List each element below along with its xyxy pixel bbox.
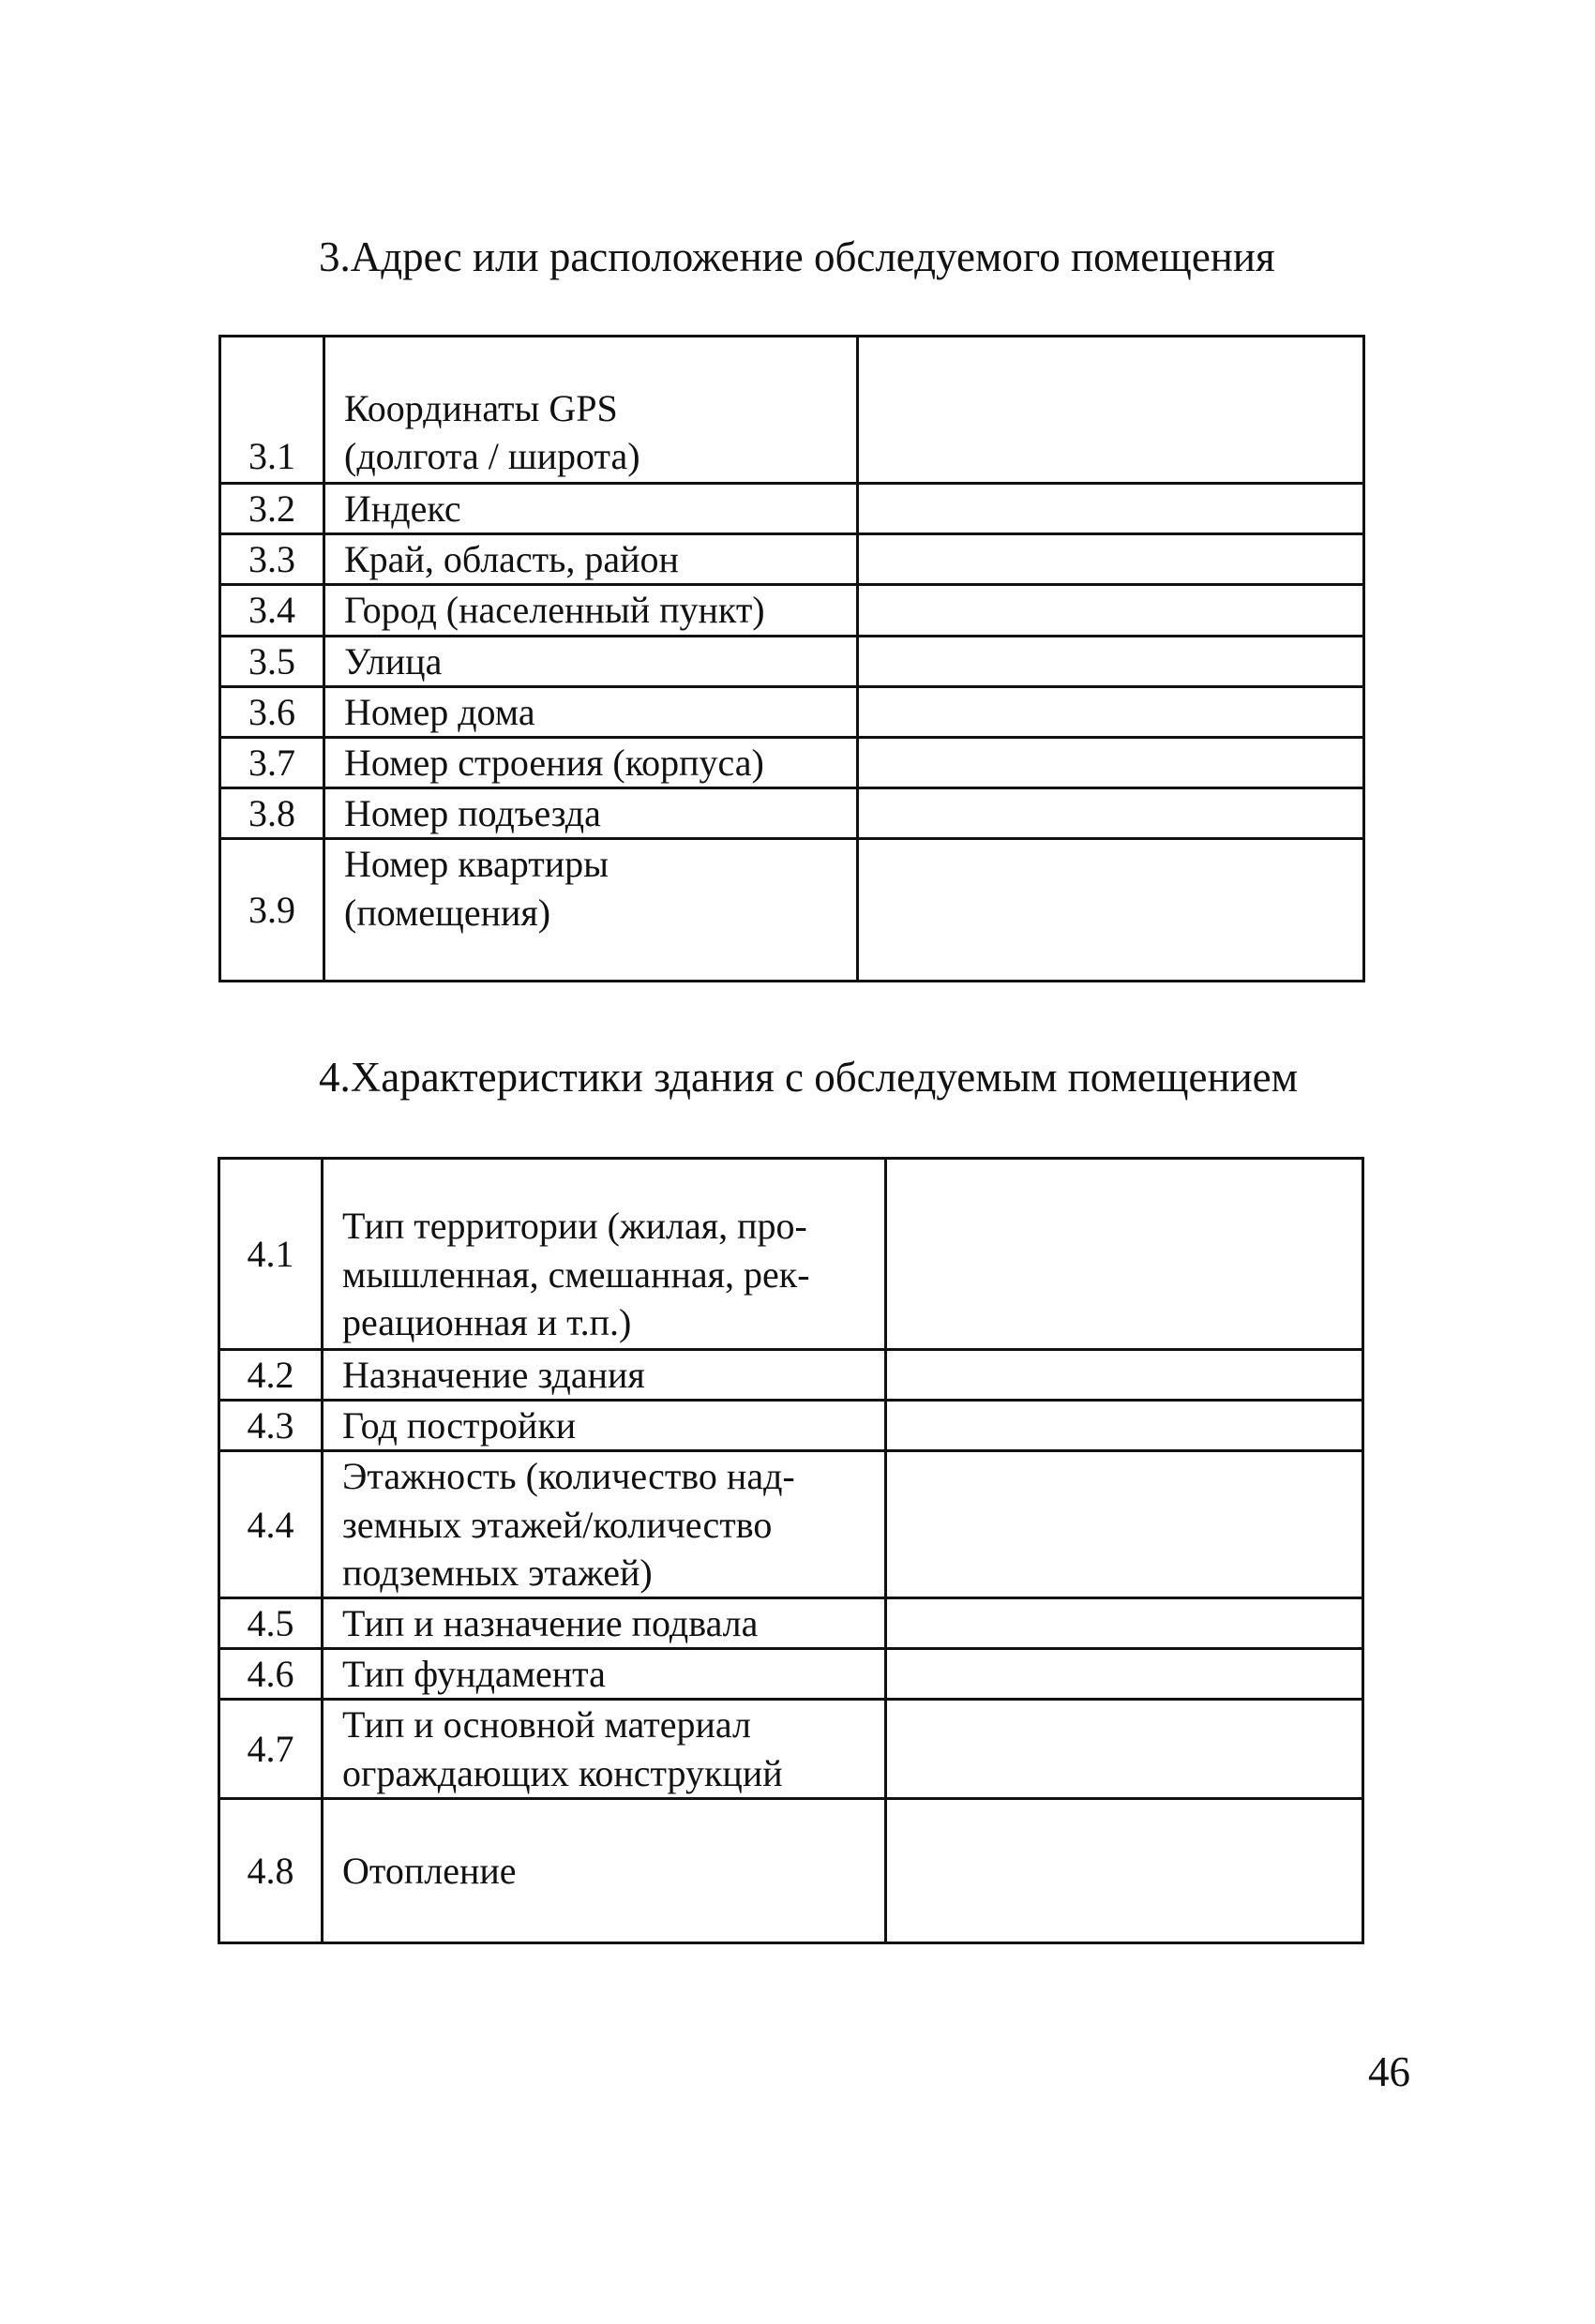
row-label-line: Год постройки — [342, 1404, 577, 1447]
value-cell-building-purpose[interactable] — [886, 1350, 1363, 1401]
row-label — [324, 636, 858, 686]
row-label — [324, 737, 858, 787]
table-row — [220, 686, 1364, 737]
value-cell-gps[interactable] — [858, 337, 1364, 484]
table-row — [220, 636, 1364, 686]
row-label-line: реационная и т.п.) — [342, 1300, 632, 1343]
value-cell-index[interactable] — [858, 484, 1364, 534]
table-row — [220, 839, 1364, 982]
row-label-line: ограждающих конструкций — [342, 1751, 783, 1794]
row-label — [324, 585, 858, 636]
value-cell-basement-type[interactable] — [886, 1597, 1363, 1648]
value-cell-floors[interactable] — [886, 1451, 1363, 1598]
table-row — [219, 1597, 1363, 1648]
row-label-line: (долгота / широта) — [344, 434, 640, 477]
row-number: 3.6 — [220, 686, 324, 737]
row-label-line: земных этажей/количество — [342, 1503, 773, 1546]
row-label-line: Этажность (количество над- — [342, 1455, 795, 1498]
row-label-line: Тип территории (жилая, про- — [342, 1205, 807, 1248]
row-label — [324, 484, 858, 534]
row-label-line: Край, область, район — [344, 538, 679, 581]
table-row — [219, 1700, 1363, 1798]
row-label-line: Отопление — [342, 1849, 517, 1892]
value-cell-wall-material[interactable] — [886, 1700, 1363, 1798]
row-number: 3.5 — [220, 636, 324, 686]
section-3-title: 3.Адрес или расположение обследуемого помещения — [319, 233, 1275, 280]
table-row — [219, 1451, 1363, 1598]
row-number: 3.3 — [220, 534, 324, 585]
table-row — [220, 337, 1364, 484]
value-cell-region[interactable] — [858, 534, 1364, 585]
row-label-line: Тип и назначение подвала — [342, 1601, 759, 1644]
value-cell-territory-type[interactable] — [886, 1159, 1363, 1350]
row-label — [324, 337, 858, 484]
row-label — [323, 1649, 886, 1700]
row-label-line: подземных этажей) — [342, 1551, 653, 1594]
row-label-line: Тип фундамента — [342, 1653, 606, 1696]
row-label-line: Индекс — [344, 487, 461, 530]
table-row — [220, 534, 1364, 585]
table-row — [219, 1649, 1363, 1700]
table-row — [220, 788, 1364, 839]
section-4-title: 4.Характеристики здания с обследуемым помещением — [319, 1054, 1299, 1101]
table-row — [219, 1401, 1363, 1451]
row-label — [324, 839, 858, 982]
row-label-line: Город (населенный пункт) — [344, 589, 765, 632]
row-number: 3.7 — [220, 737, 324, 787]
row-number: 4.4 — [219, 1451, 323, 1598]
row-label — [323, 1597, 886, 1648]
row-number: 4.3 — [219, 1401, 323, 1451]
row-label — [324, 534, 858, 585]
row-label — [323, 1451, 886, 1598]
row-label-line: Назначение здания — [342, 1354, 645, 1396]
row-label-line: Улица — [344, 639, 443, 682]
value-cell-construction-year[interactable] — [886, 1401, 1363, 1451]
table-row — [220, 484, 1364, 534]
row-label-line: мышленная, смешанная, рек- — [342, 1252, 810, 1296]
value-cell-street[interactable] — [858, 636, 1364, 686]
row-label-line: (помещения) — [344, 891, 551, 934]
row-number: 4.2 — [219, 1350, 323, 1401]
value-cell-entrance-number[interactable] — [858, 788, 1364, 839]
value-cell-apartment-number[interactable] — [858, 839, 1364, 982]
value-cell-house-number[interactable] — [858, 686, 1364, 737]
value-cell-heating[interactable] — [886, 1798, 1363, 1942]
row-label — [323, 1700, 886, 1798]
row-label — [323, 1350, 886, 1401]
row-number: 4.1 — [219, 1159, 323, 1350]
table-row — [219, 1159, 1363, 1350]
table-row — [219, 1350, 1363, 1401]
row-label-line: Номер подъезда — [344, 792, 601, 835]
row-label — [323, 1159, 886, 1350]
page-number: 46 — [1368, 2048, 1410, 2095]
row-number: 3.9 — [220, 839, 324, 982]
row-number: 4.8 — [219, 1798, 323, 1942]
row-label — [324, 686, 858, 737]
row-number: 3.4 — [220, 585, 324, 636]
address-table — [218, 335, 1365, 982]
row-number: 4.7 — [219, 1700, 323, 1798]
row-number: 3.1 — [220, 337, 324, 484]
building-characteristics-table — [218, 1157, 1364, 1944]
table-row — [219, 1798, 1363, 1942]
row-label — [323, 1798, 886, 1942]
row-label — [324, 788, 858, 839]
value-cell-foundation-type[interactable] — [886, 1649, 1363, 1700]
table-row — [220, 585, 1364, 636]
row-number: 4.6 — [219, 1649, 323, 1700]
row-label-line: Номер квартиры — [344, 843, 609, 886]
value-cell-building-number[interactable] — [858, 737, 1364, 787]
row-label-line: Номер строения (корпуса) — [344, 741, 764, 784]
row-label — [323, 1401, 886, 1451]
row-number: 4.5 — [219, 1597, 323, 1648]
row-number: 3.8 — [220, 788, 324, 839]
table-row — [220, 737, 1364, 787]
row-label-line: Тип и основной материал — [342, 1703, 751, 1747]
row-number: 3.2 — [220, 484, 324, 534]
row-label-line: Координаты GPS — [344, 386, 618, 429]
value-cell-city[interactable] — [858, 585, 1364, 636]
row-label-line: Номер дома — [344, 690, 535, 733]
